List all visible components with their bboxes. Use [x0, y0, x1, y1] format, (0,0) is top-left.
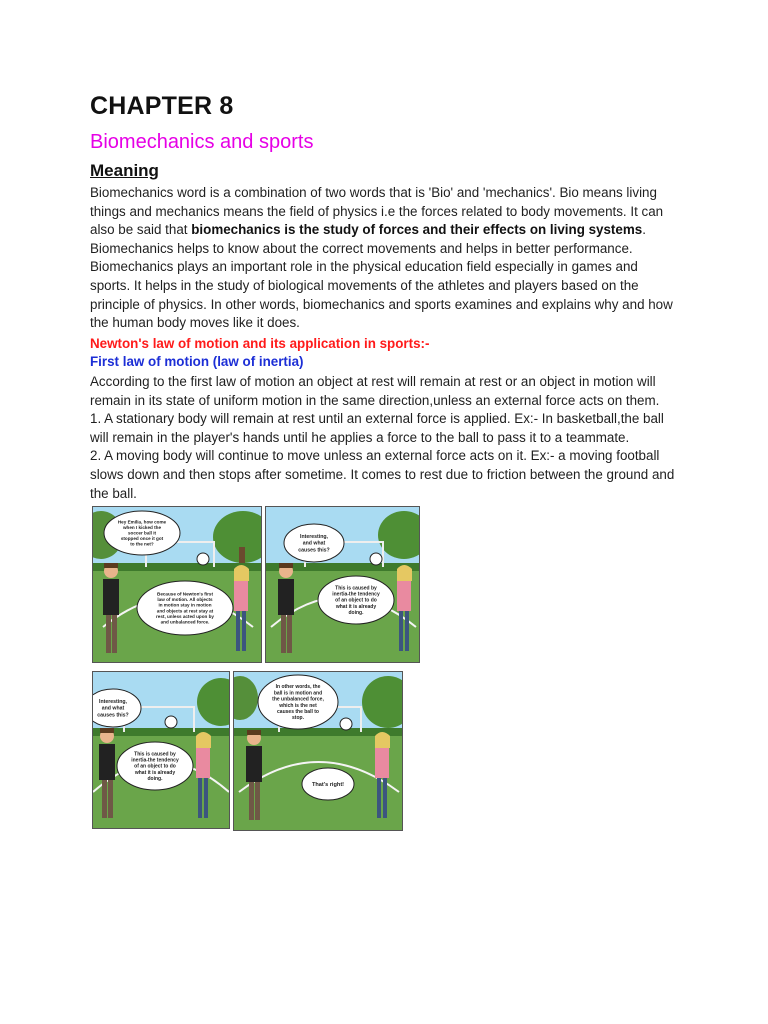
panel-1-bubble-1-text-line: stopped once it got: [120, 536, 164, 542]
section-title: Biomechanics and sports: [90, 131, 314, 153]
panel-1-bubble-2-text-line: in motion stay in motion: [158, 602, 212, 608]
comic-panel-2: [265, 506, 420, 663]
panel-1-bubble-2-text-line: and unbalanced force.: [160, 619, 210, 625]
panel-1-bubble-1-text-line: when I kicked the: [122, 524, 162, 530]
comic-scene-2: [266, 507, 419, 662]
meaning-text-b: . Biomechanics helps to know about the correct movements and helps in better performance. Biomechanics plays an important role in the physical education field especially in games and sports. It helps in the study of biological movements of the athletes and players based on the principle of physics. In other words, biomechanics and sports examines and explains why and how the human body moves like it does.: [90, 222, 673, 331]
meaning-paragraph: [90, 184, 680, 333]
comic-panel-3: [92, 671, 230, 829]
panel-3-bubble-1-text: [97, 699, 128, 718]
comic-scene-4: [234, 672, 402, 830]
comic-scene-1: [93, 507, 261, 662]
comic-scene-3: [93, 672, 229, 828]
comic-panel-1: [92, 506, 262, 663]
panel-1-bubble-2-text-line: rest, unless acted upon by: [156, 613, 214, 619]
panel-2-bubble-1-text-line: Interesting,: [300, 534, 328, 541]
first-law-heading: First law of motion (law of inertia): [90, 354, 304, 369]
panel-2-bubble-1-text-line: and what: [302, 540, 326, 547]
panel-1-bubble-1-text-line: to the net?: [130, 541, 154, 547]
panel-1-bubble-2-text-line: and objects at rest stay at: [156, 608, 214, 614]
first-law-intro: According to the first law of motion an object at rest will remain at rest or an object in motion will remain in its state of uniform motion in the same direction,unless an external force acts on them.: [90, 374, 660, 408]
panel-4-bubble-1-text-line: In other words, the: [275, 684, 321, 691]
panel-1-bubble-2-text-line: Because of Newton's first: [157, 591, 213, 597]
first-law-point-2: 2. A moving body will continue to move unless an external force acts on it. Ex:- a moving football slows down and then stops after sometime. It comes to rest due to friction between the ground and the ball.: [90, 448, 675, 501]
panel-3-bubble-2-text-line: of an object to do: [134, 763, 176, 770]
panel-2-bubble-2-text-line: doing.: [348, 610, 364, 617]
panel-3-bubble-2-text-line: what it is already: [134, 769, 176, 776]
panel-4-bubble-1-text-line: the unbalanced force,: [272, 696, 324, 703]
panel-3-bubble-2-text-line: inertia-the tendency: [131, 757, 179, 764]
panel-1-bubble-1-text-line: Hey Emilia, how come: [117, 519, 167, 525]
panel-1-bubble-2-text: [156, 592, 214, 625]
meaning-heading: Meaning: [90, 161, 159, 180]
panel-4-bubble-1-text-line: which is the net: [279, 702, 317, 709]
first-law-paragraph: [90, 373, 680, 503]
panel-4-bubble-1-text-line: ball is in motion and: [273, 690, 323, 697]
panel-4-bubble-2-text-line: That's right!: [311, 781, 345, 788]
chapter-title: CHAPTER 8: [90, 92, 234, 120]
panel-3-bubble-1-text-line: and what: [101, 705, 125, 712]
panel-3-bubble-1-text-line: causes this?: [97, 712, 129, 719]
panel-2-bubble-2-text-line: This is caused by: [335, 585, 377, 592]
meaning-text-a: Biomechanics word is a combination of two words that is 'Bio' and 'mechanics'. Bio means living things and mechanics means the field of physics i.e the forces related to body movements. It can also be said that: [90, 185, 664, 238]
panel-3-bubble-2-text-line: doing.: [147, 776, 163, 783]
panel-1-bubble-1-text-line: soccer ball it: [127, 530, 157, 536]
panel-4-bubble-1-text-line: stop.: [292, 715, 304, 722]
newton-law-heading: Newton's law of motion and its application in sports:-: [90, 336, 430, 351]
first-law-point-1: 1. A stationary body will remain at rest until an external force is applied. Ex:- In basketball,the ball will remain in the player's hands until he applies a force to the ball to pass it to a teammate.: [90, 411, 664, 445]
panel-2-bubble-1-text: [298, 534, 329, 553]
panel-3-bubble-1-text-line: Interesting,: [99, 699, 127, 706]
panel-2-bubble-2-text-line: what it is already: [335, 603, 377, 610]
meaning-definition-bold: biomechanics is the study of forces and their effects on living systems: [191, 222, 643, 238]
panel-2-bubble-2-text-line: inertia-the tendency: [332, 591, 380, 598]
comic-panel-4: [233, 671, 403, 831]
panel-1-bubble-2-text-line: law of motion. All objects: [157, 597, 213, 603]
panel-3-bubble-2-text-line: This is caused by: [134, 751, 176, 758]
panel-4-bubble-1-text-line: causes the ball to: [277, 709, 319, 715]
panel-2-bubble-1-text-line: causes this?: [298, 547, 330, 554]
panel-2-bubble-2-text-line: of an object to do: [335, 597, 377, 604]
panel-4-bubble-2-text: [312, 782, 344, 788]
